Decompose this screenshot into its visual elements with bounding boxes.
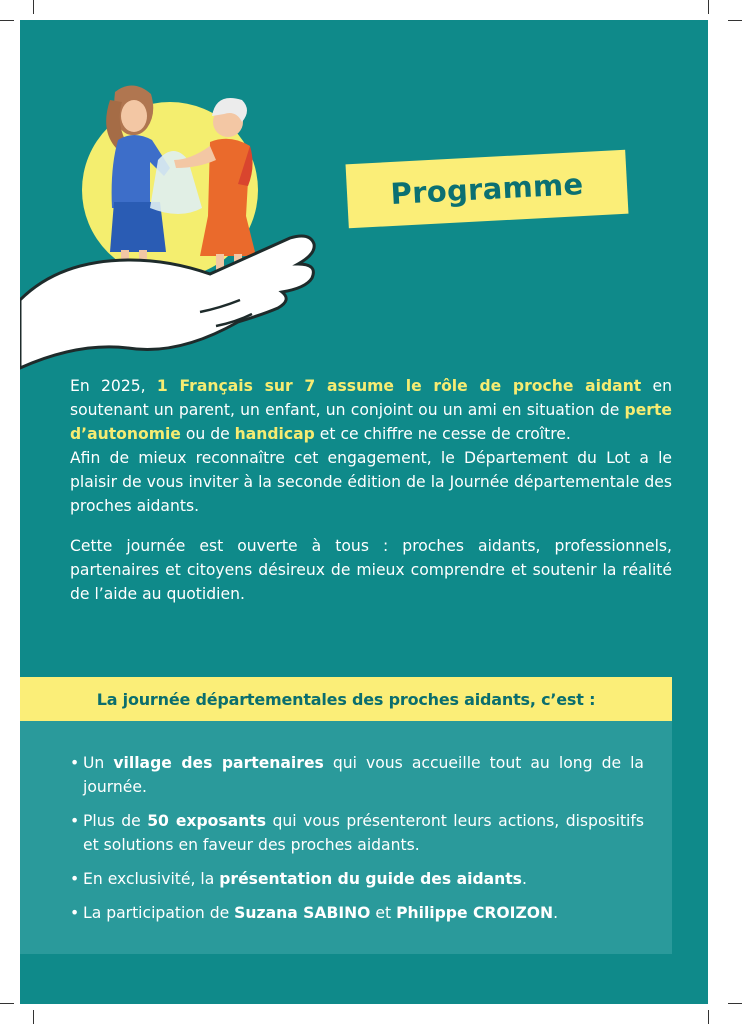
crop-mark xyxy=(33,0,34,14)
features-box xyxy=(20,721,672,954)
intro-text-segment: et ce chiffre ne cesse de croître. xyxy=(314,425,571,443)
intro-text-segment: ou de xyxy=(180,425,235,443)
item-bold: 50 exposants xyxy=(147,812,267,830)
item-text: En exclusivité, la xyxy=(83,870,220,888)
item-text: et xyxy=(370,904,397,922)
intro-text-segment: En 2025, xyxy=(70,377,157,395)
flyer-page xyxy=(20,20,708,1004)
intro-text xyxy=(70,374,672,606)
two-women-bag-hand-icon xyxy=(20,50,320,370)
list-item xyxy=(70,867,644,891)
intro-text-segment: en soutenant un parent, un enfant, un conjoint ou un ami en situation de xyxy=(70,377,672,419)
crop-mark xyxy=(33,1010,34,1024)
item-bold: Philippe CROIZON xyxy=(396,904,554,922)
intro-paragraph-2: Afin de mieux reconnaître cet engagement, le Département du Lot a le plaisir de vous inviter à la seconde édition de la Journée départementale des proches aidants. xyxy=(70,449,672,515)
item-bold: Suzana SABINO xyxy=(234,904,371,922)
item-text: Un xyxy=(83,754,114,772)
item-bold: présentation du guide des aidants xyxy=(219,870,522,888)
list-item xyxy=(70,751,644,799)
section-heading-band xyxy=(20,677,672,721)
list-item xyxy=(70,901,644,925)
intro-paragraph-3: Cette journée est ouverte à tous : proches aidants, professionnels, partenaires et citoyens désireux de mieux comprendre et soutenir la réalité de l’aide au quotidien. xyxy=(70,537,672,603)
programme-title: Programme xyxy=(389,166,585,212)
item-text: . xyxy=(553,904,559,922)
crop-mark xyxy=(708,0,709,14)
crop-mark xyxy=(0,1003,14,1004)
programme-banner xyxy=(346,150,629,229)
crop-mark xyxy=(728,1003,742,1004)
list-item xyxy=(70,809,644,857)
highlight-proche-aidant: 1 Français sur 7 assume le rôle de proche aidant xyxy=(156,377,642,395)
intro-paragraph-1 xyxy=(70,374,672,446)
section-heading: La journée départementales des proches aidants, c’est : xyxy=(96,689,596,709)
crop-mark xyxy=(0,20,14,21)
highlight-perte-autonomie: perte d’autonomie xyxy=(70,401,672,443)
item-text: La participation de xyxy=(83,904,235,922)
item-text: . xyxy=(521,870,527,888)
item-text: Plus de xyxy=(83,812,148,830)
highlight-handicap: handicap xyxy=(234,425,315,443)
item-text: qui vous accueille tout au long de la journée. xyxy=(83,754,644,796)
item-text: qui vous présenteront leurs actions, dispositifs et solutions en faveur des proches aidants. xyxy=(83,812,645,854)
item-bold: village des partenaires xyxy=(113,754,324,772)
crop-mark xyxy=(708,1010,709,1024)
crop-mark xyxy=(728,20,742,21)
features-list xyxy=(70,751,644,935)
